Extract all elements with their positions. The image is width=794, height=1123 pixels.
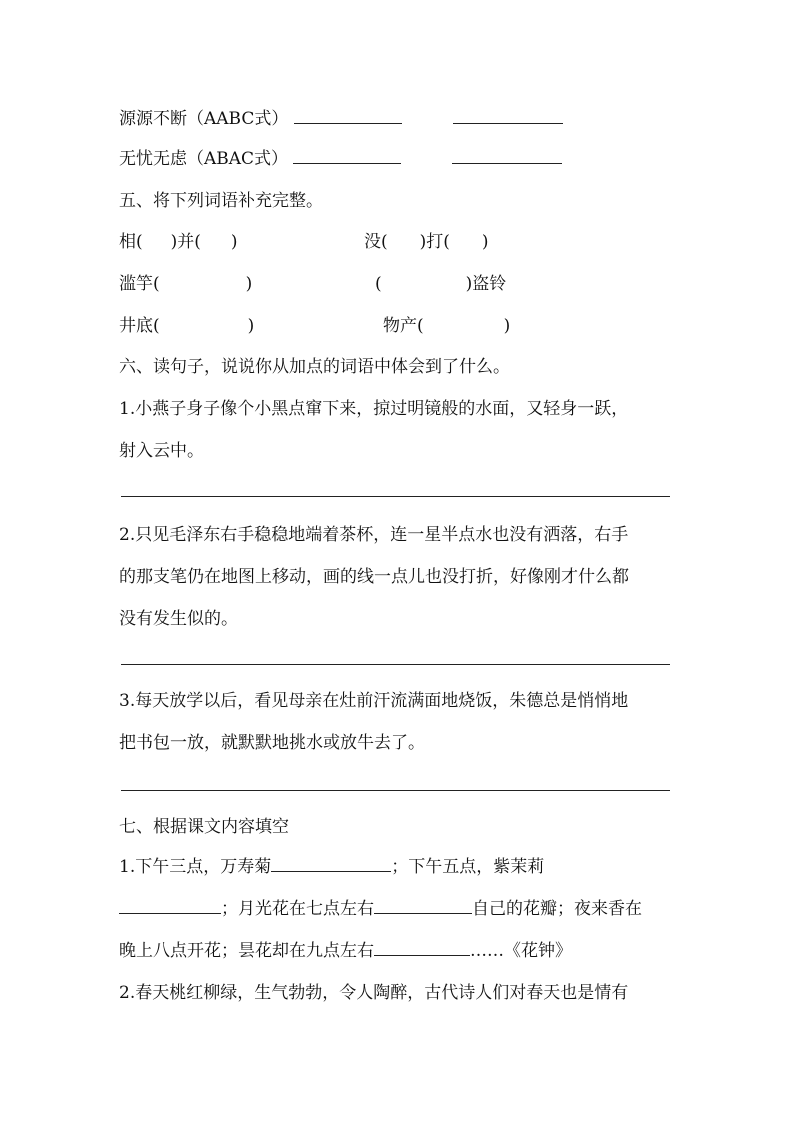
huazhong-text: ；下午五点，紫茉莉 [391, 857, 545, 877]
section7-title: 七、根据课文内容填空 [119, 817, 289, 837]
huazhong-line3 [119, 940, 572, 962]
idiom-part: ) [230, 232, 238, 252]
huazhong-text: 自己的花瓣；夜来香在 [472, 899, 642, 919]
q2-text-line1: 2.只见毛泽东右手稳稳地端着茶杯，连一星半点水也没有洒落，右手 [119, 525, 629, 545]
idiom-part: ) [503, 316, 511, 336]
wanshouju-blank[interactable] [271, 857, 391, 872]
aabc-blank-2[interactable] [453, 109, 563, 124]
q1-text-line1: 1.小燕子身子像个小黑点窜下来，掠过明镜般的水面，又轻身一跃， [119, 399, 629, 419]
q3-text-line1: 3.每天放学以后，看见母亲在灶前汗流满面地烧饭，朱德总是悄悄地 [119, 691, 629, 711]
idiom-part: ) [247, 316, 255, 336]
idiom-daoling [375, 273, 506, 295]
abac-row [119, 148, 562, 170]
aabc-row [119, 108, 563, 130]
aabc-word: 源源不断（AABC式） [119, 109, 289, 129]
q2-answer-line[interactable] [121, 664, 670, 665]
q1-text-line2: 射入云中。 [119, 441, 204, 461]
idiom-part: )打( [419, 232, 450, 252]
idiom-part: )盗铃 [465, 274, 507, 294]
huazhong-text: ；月光花在七点左右 [221, 899, 374, 919]
q1-answer-line[interactable] [121, 496, 670, 497]
idiom-part: 井底( [119, 316, 160, 336]
idiom-part: 相( [119, 232, 143, 252]
zimoli-blank[interactable] [119, 899, 221, 914]
q3-answer-line[interactable] [121, 790, 670, 791]
tanhua-blank[interactable] [374, 941, 470, 956]
idiom-part: 物产( [383, 316, 424, 336]
idiom-part: ) [245, 274, 253, 294]
idiom-wuchan [383, 315, 510, 337]
abac-blank-1[interactable] [293, 149, 401, 164]
huazhong-text: 1.下午三点，万寿菊 [119, 857, 272, 877]
idiom-jingdi [119, 315, 254, 337]
idiom-xiangbing [119, 231, 238, 253]
idiom-meida [364, 231, 489, 253]
q2-spring-line1: 2.春天桃红柳绿，生气勃勃，令人陶醉，古代诗人们对春天也是情有 [119, 983, 629, 1003]
idiom-lanyu [119, 273, 252, 295]
abac-word: 无忧无虑（ABAC式） [119, 149, 289, 169]
yueguanghua-blank[interactable] [374, 899, 472, 914]
huazhong-text: 晚上八点开花；昙花却在九点左右 [119, 941, 374, 961]
idiom-part: ( [375, 274, 382, 294]
idiom-part: )并( [170, 232, 201, 252]
q2-text-line3: 没有发生似的。 [119, 609, 238, 629]
abac-blank-2[interactable] [452, 149, 562, 164]
q2-text-line2: 的那支笔仍在地图上移动，画的线一点儿也没打折，好像刚才什么都 [119, 567, 629, 587]
aabc-blank-1[interactable] [294, 109, 402, 124]
huazhong-line1 [119, 856, 544, 878]
idiom-part: ) [481, 232, 489, 252]
huazhong-line2 [119, 898, 642, 920]
huazhong-text: ……《花钟》 [470, 941, 572, 961]
idiom-part: 没( [364, 232, 388, 252]
idiom-part: 滥竽( [119, 274, 160, 294]
section6-title: 六、读句子，说说你从加点的词语中体会到了什么。 [119, 357, 510, 377]
section5-title: 五、将下列词语补充完整。 [119, 191, 323, 211]
q3-text-line2: 把书包一放，就默默地挑水或放牛去了。 [119, 733, 425, 753]
